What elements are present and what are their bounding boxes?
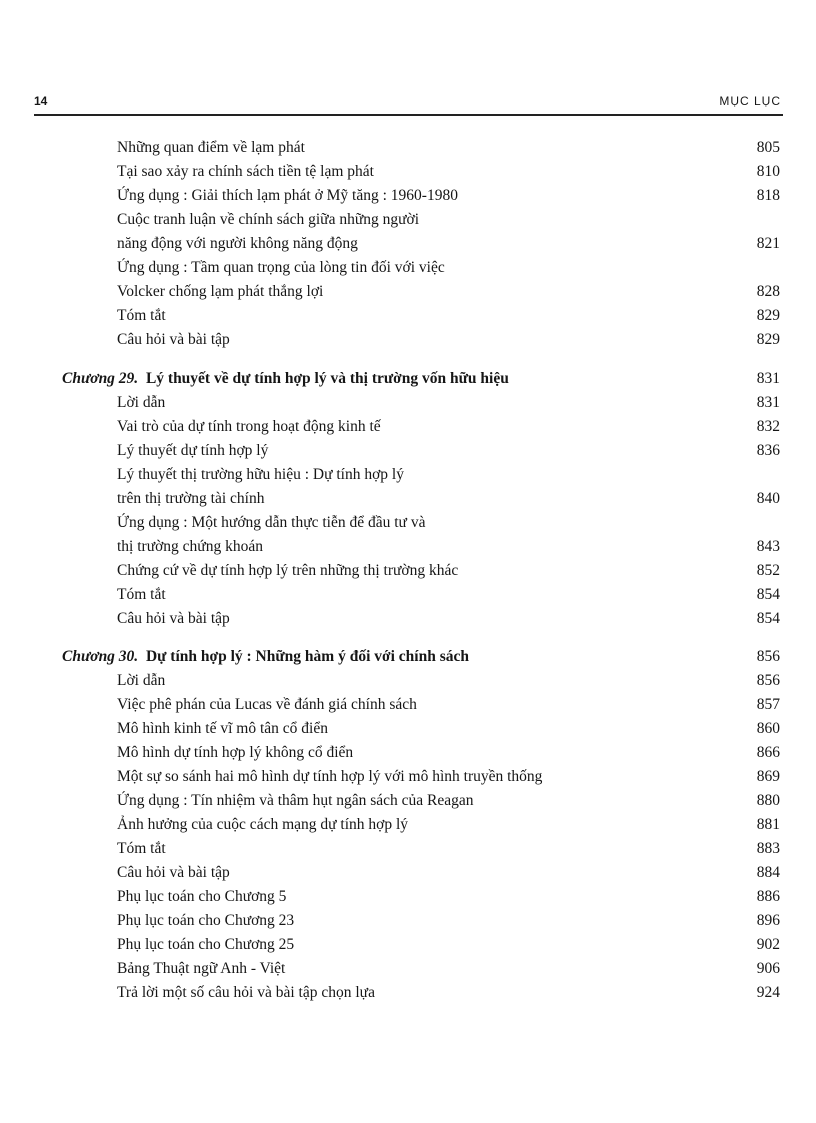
toc-entry-page: 829 [756, 331, 780, 348]
toc-entry-title: Tóm tắt [117, 586, 166, 603]
toc-entry-page: 810 [756, 163, 780, 180]
toc-entry-page: 821 [756, 235, 780, 252]
toc-entry-title: Chứng cứ về dự tính hợp lý trên những thị trường khác [117, 562, 459, 579]
toc-entry-page: 831 [756, 394, 780, 411]
toc-entry-page: 852 [756, 562, 780, 579]
toc-entry-title: Lý thuyết dự tính hợp lý [117, 442, 269, 459]
section-title: MỤC LỤC [719, 94, 781, 108]
toc-entry[interactable] [0, 258, 816, 302]
toc-entry-page: 828 [756, 283, 780, 300]
toc-entry-title: Tóm tắt [117, 840, 166, 857]
toc-entry-page: 886 [756, 888, 780, 905]
toc-entry[interactable] [0, 465, 816, 509]
toc-entry[interactable] [0, 210, 816, 254]
toc-entry-title: Những quan điểm về lạm phát [117, 139, 305, 156]
toc-entry-page: 884 [756, 864, 780, 881]
toc-entry-title-continuation: thị trường chứng khoán [117, 538, 263, 555]
toc-entry-title: Ứng dụng : Tầm quan trọng của lòng tin đối với việc [117, 259, 445, 276]
chapter-title: Lý thuyết về dự tính hợp lý và thị trường vốn hữu hiệu [145, 370, 509, 387]
toc-entry-title: Phụ lục toán cho Chương 25 [117, 936, 295, 953]
toc-entry-title: Lời dẫn [117, 394, 166, 411]
toc-entry-page: 860 [756, 720, 780, 737]
toc-entry-page: 880 [756, 792, 780, 809]
toc-entry-page: 836 [756, 442, 780, 459]
toc-entry-title: Một sự so sánh hai mô hình dự tính hợp lý với mô hình truyền thống [117, 768, 543, 785]
toc-entry-page: 857 [756, 696, 780, 713]
toc-chapter-heading [62, 369, 509, 389]
toc-entry-title: Câu hỏi và bài tập [117, 331, 230, 348]
toc-entry-title: Bảng Thuật ngữ Anh - Việt [117, 960, 286, 977]
toc-entry-page: 869 [756, 768, 780, 785]
toc-entry-page: 902 [756, 936, 780, 953]
toc-entry-page: 805 [756, 139, 780, 156]
toc-entry-title: Mô hình dự tính hợp lý không cổ điển [117, 744, 354, 761]
toc-entry-title: Câu hỏi và bài tập [117, 864, 230, 881]
toc-entry-title: Tại sao xảy ra chính sách tiền tệ lạm phát [117, 163, 374, 180]
toc-entry-page: 843 [756, 538, 780, 555]
toc-entry-title: Mô hình kinh tế vĩ mô tân cổ điển [117, 720, 328, 737]
toc-entry-page: 881 [756, 816, 780, 833]
toc-chapter-heading [62, 647, 469, 667]
toc-entry-page: 854 [756, 610, 780, 627]
toc-entry-page: 854 [756, 586, 780, 603]
toc-entry-page: 906 [756, 960, 780, 977]
chapter-label: Chương 29. [62, 370, 139, 387]
toc-entry-page: 832 [756, 418, 780, 435]
toc-entry-title: Phụ lục toán cho Chương 5 [117, 888, 287, 905]
chapter-label: Chương 30. [62, 648, 139, 665]
toc-entry-page: 831 [756, 370, 780, 387]
toc-entry-page: 856 [756, 648, 780, 665]
toc-entry-title: Tóm tắt [117, 307, 166, 324]
toc-entry-title: Việc phê phán của Lucas về đánh giá chính sách [117, 696, 417, 713]
toc-entry-title: Lời dẫn [117, 672, 166, 689]
toc-entry-title: Trả lời một số câu hỏi và bài tập chọn lựa [117, 984, 375, 1001]
toc-entry[interactable] [0, 513, 816, 557]
toc-entry-page: 829 [756, 307, 780, 324]
toc-entry-title: Phụ lục toán cho Chương 23 [117, 912, 295, 929]
chapter-title: Dự tính hợp lý : Những hàm ý đối với chính sách [145, 648, 469, 665]
toc-entry-title: Lý thuyết thị trường hữu hiệu : Dự tính hợp lý [117, 466, 404, 483]
toc-entry-title: Cuộc tranh luận về chính sách giữa những người [117, 211, 420, 228]
page-number: 14 [34, 94, 48, 108]
toc-entry-title: Ứng dụng : Giải thích lạm phát ở Mỹ tăng : 1960-1980 [117, 187, 458, 204]
toc-entry-page: 883 [756, 840, 780, 857]
toc-entry-title: Ứng dụng : Tín nhiệm và thâm hụt ngân sách của Reagan [117, 792, 474, 809]
toc-entry-page: 856 [756, 672, 780, 689]
toc-entry-page: 924 [756, 984, 780, 1001]
toc-entry-page: 840 [756, 490, 780, 507]
toc-entry-title: Vai trò của dự tính trong hoạt động kinh tế [117, 418, 381, 435]
toc-entry-title: Câu hỏi và bài tập [117, 610, 230, 627]
toc-entry-title: Ảnh hưởng của cuộc cách mạng dự tính hợp lý [117, 816, 409, 833]
toc-entry-title: Ứng dụng : Một hướng dẫn thực tiễn để đầu tư và [117, 514, 426, 531]
toc-entry-page: 866 [756, 744, 780, 761]
toc-entry-title-continuation: năng động với người không năng động [117, 235, 358, 252]
toc-entry-title-continuation: Volcker chống lạm phát thắng lợi [117, 283, 324, 300]
toc-entry-title-continuation: trên thị trường tài chính [117, 490, 265, 507]
toc-entry-page: 896 [756, 912, 780, 929]
toc-entry-page: 818 [756, 187, 780, 204]
